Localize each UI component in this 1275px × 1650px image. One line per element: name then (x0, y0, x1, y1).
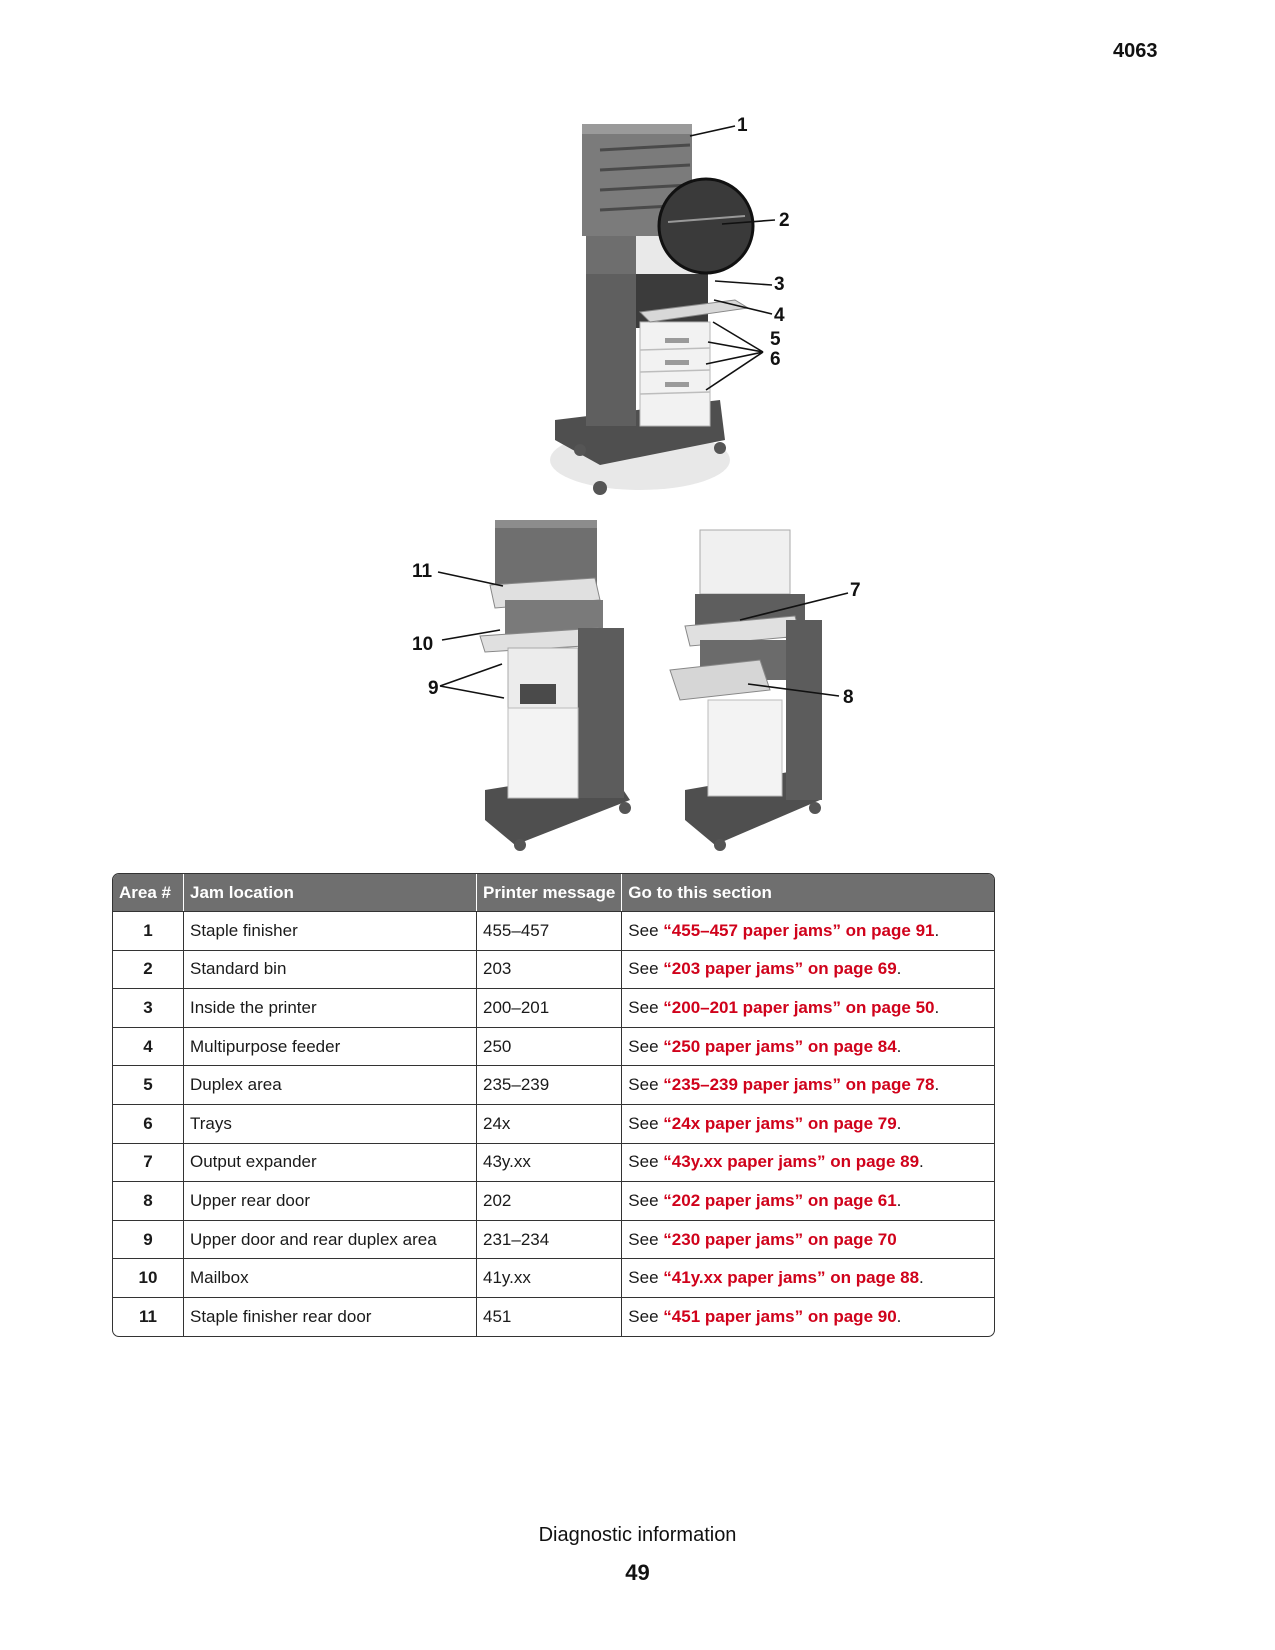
section-reference (622, 1027, 994, 1066)
see-prefix: See (628, 959, 664, 979)
see-prefix: See (628, 1036, 664, 1056)
section-reference (622, 988, 994, 1027)
section-link[interactable]: “203 paper jams” on page 69 (663, 959, 897, 979)
col-jam-location: Jam location (184, 874, 477, 911)
link-tail: . (919, 1152, 924, 1172)
table-row (113, 1143, 994, 1182)
callout-1: 1 (737, 115, 748, 136)
section-reference (622, 1181, 994, 1220)
area-number: 8 (113, 1181, 184, 1220)
section-reference (622, 1143, 994, 1182)
table-header-row (113, 874, 994, 911)
section-link[interactable]: “202 paper jams” on page 61 (663, 1190, 897, 1210)
printer-message: 455–457 (477, 911, 622, 950)
see-prefix: See (628, 1229, 664, 1249)
printer-message: 202 (477, 1181, 622, 1220)
section-link[interactable]: “41y.xx paper jams” on page 88 (663, 1268, 920, 1288)
jam-location: Mailbox (184, 1258, 477, 1297)
printer-message: 250 (477, 1027, 622, 1066)
area-number: 3 (113, 988, 184, 1027)
callout-4: 4 (774, 305, 785, 326)
see-prefix: See (628, 1306, 664, 1326)
printer-message: 200–201 (477, 988, 622, 1027)
callout-7: 7 (850, 580, 861, 601)
section-link[interactable]: “230 paper jams” on page 70 (663, 1229, 897, 1249)
table-row (113, 1297, 994, 1336)
callout-8: 8 (843, 687, 854, 708)
callout-2: 2 (779, 210, 790, 231)
area-number: 5 (113, 1065, 184, 1104)
see-prefix: See (628, 1152, 664, 1172)
printer-message: 43y.xx (477, 1143, 622, 1182)
area-number: 10 (113, 1258, 184, 1297)
area-number: 9 (113, 1220, 184, 1259)
callout-11: 11 (412, 561, 433, 582)
printer-message: 203 (477, 950, 622, 989)
see-prefix: See (628, 997, 664, 1017)
printer-front-view (550, 124, 753, 495)
page-number: 49 (625, 1560, 650, 1585)
table-row (113, 988, 994, 1027)
table-row (113, 1258, 994, 1297)
see-prefix: See (628, 1113, 664, 1133)
col-printer-message: Printer message (477, 874, 622, 911)
callout-3: 3 (774, 274, 785, 295)
section-reference (622, 1297, 994, 1336)
section-reference (622, 911, 994, 950)
link-tail: . (934, 997, 940, 1017)
table-row (113, 950, 994, 989)
table-row (113, 1065, 994, 1104)
table-row (113, 1220, 994, 1259)
callout-10: 10 (412, 634, 434, 655)
table-row (113, 1181, 994, 1220)
section-reference (622, 1258, 994, 1297)
printer-message: 24x (477, 1104, 622, 1143)
area-number: 11 (113, 1297, 184, 1336)
jam-location: Upper rear door (184, 1181, 477, 1220)
printer-message: 231–234 (477, 1220, 622, 1259)
section-link[interactable]: “200–201 paper jams” on page 50 (663, 997, 935, 1017)
table-row (113, 1104, 994, 1143)
paper-jam-table (112, 873, 995, 1337)
section-link[interactable]: “250 paper jams” on page 84 (663, 1036, 897, 1056)
section-link[interactable]: “235–239 paper jams” on page 78 (663, 1075, 935, 1095)
callout-9: 9 (428, 678, 439, 699)
table-body (113, 911, 994, 1336)
area-number: 2 (113, 950, 184, 989)
link-tail: . (896, 1113, 902, 1133)
link-tail: . (896, 1306, 902, 1326)
link-tail: . (896, 1036, 902, 1056)
link-tail: . (896, 1190, 902, 1210)
jam-location: Staple finisher rear door (184, 1297, 477, 1336)
section-link[interactable]: “455–457 paper jams” on page 91 (663, 920, 935, 940)
section-reference (622, 1104, 994, 1143)
footer-section-title: Diagnostic information (538, 1524, 737, 1546)
see-prefix: See (628, 920, 664, 940)
col-area: Area # (113, 874, 184, 911)
printer-message: 235–239 (477, 1065, 622, 1104)
jam-location: Multipurpose feeder (184, 1027, 477, 1066)
section-link[interactable]: “451 paper jams” on page 90 (663, 1306, 897, 1326)
link-tail: . (919, 1268, 924, 1288)
jam-location: Inside the printer (184, 988, 477, 1027)
area-number: 7 (113, 1143, 184, 1182)
section-link[interactable]: “43y.xx paper jams” on page 89 (663, 1152, 920, 1172)
printer-message: 451 (477, 1297, 622, 1336)
section-reference (622, 1065, 994, 1104)
col-go-to-section: Go to this section (622, 874, 994, 911)
section-link[interactable]: “24x paper jams” on page 79 (663, 1113, 897, 1133)
jam-location: Duplex area (184, 1065, 477, 1104)
callout-6: 6 (770, 349, 781, 370)
see-prefix: See (628, 1268, 664, 1288)
area-number: 1 (113, 911, 184, 950)
jam-location: Trays (184, 1104, 477, 1143)
model-number: 4063 (1113, 40, 1158, 62)
section-reference (622, 950, 994, 989)
printer-message: 41y.xx (477, 1258, 622, 1297)
jam-location: Output expander (184, 1143, 477, 1182)
jam-location: Upper door and rear duplex area (184, 1220, 477, 1259)
see-prefix: See (628, 1190, 664, 1210)
callout-5: 5 (770, 329, 781, 350)
jam-location: Standard bin (184, 950, 477, 989)
link-tail: . (934, 1075, 940, 1095)
table-row (113, 911, 994, 950)
link-tail: . (934, 920, 940, 940)
section-reference (622, 1220, 994, 1259)
link-tail: . (896, 959, 902, 979)
area-number: 6 (113, 1104, 184, 1143)
jam-location: Staple finisher (184, 911, 477, 950)
area-number: 4 (113, 1027, 184, 1066)
table-row (113, 1027, 994, 1066)
see-prefix: See (628, 1075, 664, 1095)
printer-rear-view-finisher (480, 520, 631, 851)
